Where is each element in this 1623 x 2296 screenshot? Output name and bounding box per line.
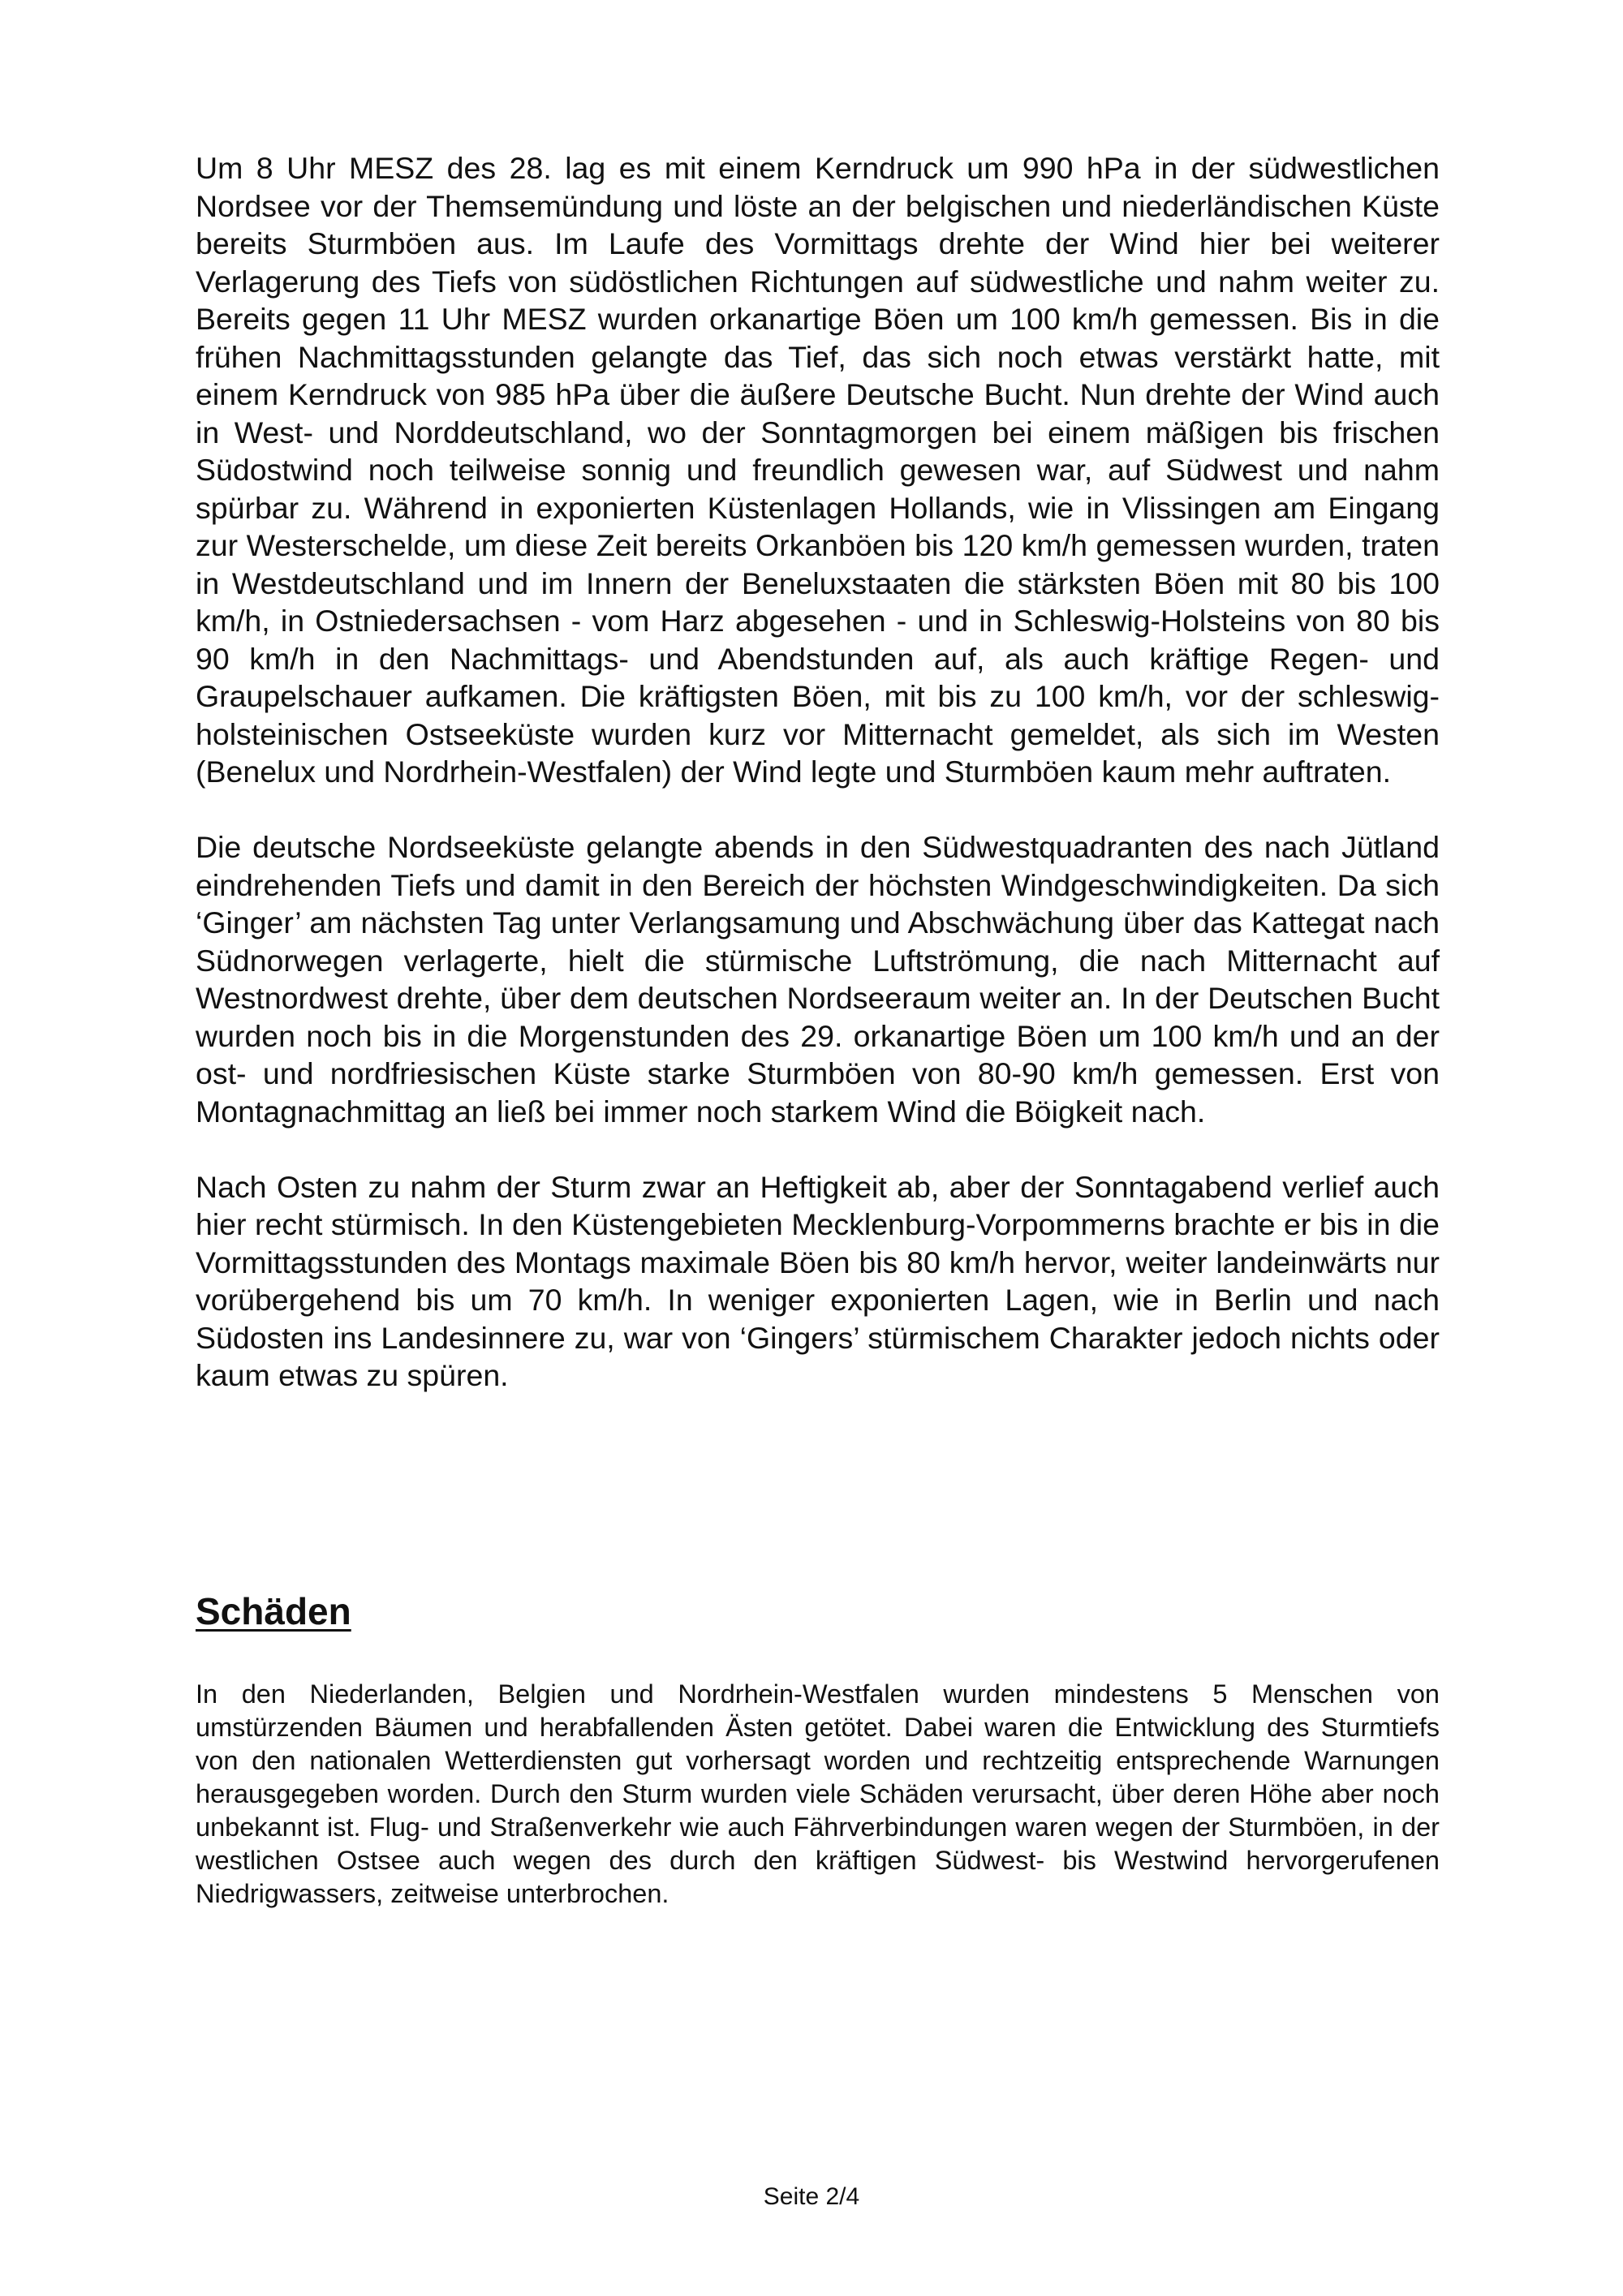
page-number: Seite 2/4 <box>763 2183 860 2210</box>
paragraph-storm-track: Um 8 Uhr MESZ des 28. lag es mit einem Kerndruck um 990 hPa in der südwestlichen Nordsee vor der Themsemündung und löste an der belgischen und niederländischen Küste bereits Sturmböen aus. Im Laufe des Vormittags drehte der Wind hier bei weiterer Verlagerung des Tiefs von südöstlichen Richtungen auf südwestliche und nahm weiter zu. Bereits gegen 11 Uhr MESZ wurden orkanartige Böen um 100 km/h gemessen. Bis in die frühen Nachmittagsstunden gelangte das Tief, das sich noch etwas verstärkt hatte, mit einem Kerndruck von 985 hPa über die äußere Deutsche Bucht. Nun drehte der Wind auch in West- und Norddeutschland, wo der Sonntagmorgen bei einem mäßigen bis frischen Südostwind noch teilweise sonnig und freundlich gewesen war, auf Südwest und nahm spürbar zu. Während in exponierten Küstenlagen Hollands, wie in Vlissingen am Eingang zur Westerschelde, um diese Zeit bereits Orkanböen bis 120 km/h gemessen wurden, traten in Westdeutschland und im Innern der Beneluxstaaten die stärksten Böen mit 80 bis 100 km/h, in Ostniedersachsen - vom Harz abgesehen - und in Schleswig-Holsteins von 80 bis 90 km/h in den Nachmittags- und Abendstunden auf, als auch kräftige Regen- und Graupelschauer aufkamen. Die kräftigsten Böen, mit bis zu 100 km/h, vor der schleswig-holsteinischen Ostseeküste wurden kurz vor Mitternacht gemeldet, als sich im Westen (Benelux und Nordrhein-Westfalen) der Wind legte und Sturmböen kaum mehr auftraten. <box>196 151 1440 789</box>
paragraph-north-sea-coast: Die deutsche Nordseeküste gelangte abends in den Südwestquadranten des nach Jütland eindrehenden Tiefs und damit in den Bereich der höchsten Windgeschwindigkeiten. Da sich ‘Ginger’ am nächsten Tag unter Verlangsamung und Abschwächung über das Kattegat nach Südnorwegen verlagerte, hielt die stürmische Luftströmung, die nach Mitternacht auf Westnordwest drehte, über dem deutschen Nordseeraum weiter an. In der Deutschen Bucht wurden noch bis in die Morgenstunden des 29. orkanartige Böen um 100 km/h und an der ost- und nordfriesischen Küste starke Sturmböen von 80-90 km/h gemessen. Erst von Montagnachmittag an ließ bei immer noch starkem Wind die Böigkeit nach. <box>196 830 1440 1129</box>
paragraph-damages: In den Niederlanden, Belgien und Nordrhein-Westfalen wurden mindestens 5 Menschen von umstürzenden Bäumen und herabfallenden Ästen getötet. Dabei waren die Entwicklung des Sturmtiefs von den nationalen Wetterdiensten gut vorhersagt worden und rechtzeitig entsprechende Warnungen herausgegeben worden. Durch den Sturm wurden viele Schäden verursacht, über deren Höhe aber noch unbekannt ist. Flug- und Straßenverkehr wie auch Fährverbindungen waren wegen der Sturmböen, in der westlichen Ostsee auch wegen des durch den kräftigen Südwest- bis Westwind hervorgerufenen Niedrigwassers, zeitweise unterbrochen. <box>196 1679 1440 1908</box>
section-heading-damages: Schäden <box>196 1590 351 1632</box>
document-body <box>196 149 1440 1395</box>
paragraph-eastern-regions: Nach Osten zu nahm der Sturm zwar an Heftigkeit ab, aber der Sonntagabend verlief auch hier recht stürmisch. In den Küstengebieten Mecklenburg-Vorpommerns brachte er bis in die Vormittagsstunden des Montags maximale Böen bis 80 km/h hervor, weiter landeinwärts nur vorübergehend bis um 70 km/h. In weniger exponierten Lagen, wie in Berlin und nach Südosten ins Landesinnere zu, war von ‘Gingers’ stürmischem Charakter jedoch nichts oder kaum etwas zu spüren. <box>196 1169 1440 1392</box>
